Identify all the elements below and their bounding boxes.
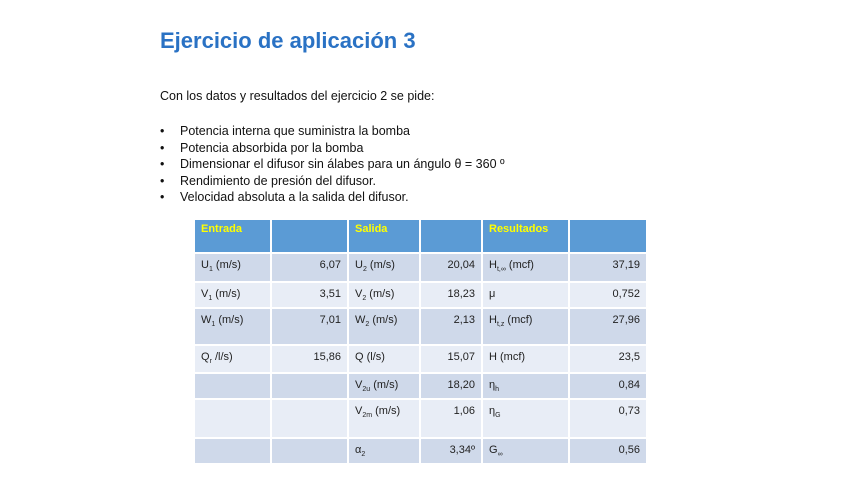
bullet-item: • Potencia interna que suministra la bomba	[160, 123, 505, 140]
param-symbol: Q	[201, 351, 210, 363]
value-cell: 20,04	[421, 254, 481, 281]
value-cell: 15,07	[421, 346, 481, 372]
param-symbol: H	[489, 351, 497, 363]
param-subscript: 2u	[362, 386, 371, 394]
param-symbol: V	[355, 379, 363, 391]
value-cell: 1,06	[421, 400, 481, 437]
value-cell: 0,84	[570, 374, 646, 398]
param-label-cell	[195, 439, 270, 463]
param-label-cell	[483, 400, 568, 437]
value-cell: 2,13	[421, 309, 481, 344]
table-row	[195, 254, 646, 281]
value-cell: 18,20	[421, 374, 481, 398]
param-subscript: 1	[208, 295, 213, 303]
param-label-cell	[195, 283, 270, 307]
param-label-cell	[349, 283, 419, 307]
param-label-cell	[195, 400, 270, 437]
value-cell: 15,86	[272, 346, 347, 372]
param-subscript: 2	[362, 266, 367, 274]
param-symbol: η	[489, 405, 496, 417]
header-cell: Salida	[349, 220, 419, 252]
param-label-cell	[349, 374, 419, 398]
value-cell: 3,51	[272, 283, 347, 307]
param-subscript: t,∞	[496, 266, 506, 274]
param-label-cell	[195, 374, 270, 398]
param-label-cell	[483, 439, 568, 463]
param-symbol: V	[355, 405, 363, 417]
param-unit: (m/s)	[366, 288, 395, 300]
value-cell: 27,96	[570, 309, 646, 344]
param-label-cell	[483, 374, 568, 398]
param-symbol: Q	[355, 351, 364, 363]
param-label-cell	[349, 439, 419, 463]
header-cell	[570, 220, 646, 252]
bullet-item: • Dimensionar el difusor sin álabes para un ángulo θ = 360 º	[160, 156, 505, 173]
bullet-item: • Velocidad absoluta a la salida del difusor.	[160, 189, 505, 206]
param-symbol: U	[355, 259, 363, 271]
param-label-cell	[483, 346, 568, 372]
value-cell: 0,56	[570, 439, 646, 463]
value-cell: 3,34º	[421, 439, 481, 463]
param-unit: (l/s)	[363, 351, 385, 363]
param-subscript: r	[209, 358, 212, 366]
table-row	[195, 400, 646, 437]
header-cell	[272, 220, 347, 252]
param-subscript: 2	[365, 321, 370, 329]
table-row	[195, 346, 646, 372]
param-subscript: 2	[361, 451, 366, 459]
value-cell: 0,73	[570, 400, 646, 437]
param-unit: (m/s)	[215, 314, 244, 326]
param-subscript: 1	[211, 321, 216, 329]
slide-title: Ejercicio de aplicación 3	[160, 28, 416, 53]
param-subscript: 2m	[362, 412, 373, 420]
header-cell: Resultados	[483, 220, 568, 252]
param-label-cell	[349, 400, 419, 437]
param-symbol: W	[201, 314, 212, 326]
param-unit: (m/s)	[370, 379, 399, 391]
value-cell	[272, 400, 347, 437]
param-label-cell	[195, 346, 270, 372]
param-symbol: U	[201, 259, 209, 271]
param-subscript: G	[495, 412, 501, 420]
value-cell: 37,19	[570, 254, 646, 281]
value-cell: 7,01	[272, 309, 347, 344]
value-cell	[272, 439, 347, 463]
table-row	[195, 439, 646, 463]
bullet-list	[160, 123, 505, 206]
value-cell: 0,752	[570, 283, 646, 307]
results-table	[193, 218, 648, 465]
table-row	[195, 283, 646, 307]
param-unit: (mcf)	[504, 314, 533, 326]
param-label-cell	[483, 283, 568, 307]
param-label-cell	[349, 254, 419, 281]
param-label-cell	[483, 309, 568, 344]
param-unit: (m/s)	[212, 288, 241, 300]
param-subscript: h	[495, 386, 500, 394]
param-label-cell	[483, 254, 568, 281]
param-subscript: 1	[208, 266, 213, 274]
param-symbol: W	[355, 314, 366, 326]
header-cell	[421, 220, 481, 252]
param-symbol: α	[355, 444, 362, 456]
value-cell: 6,07	[272, 254, 347, 281]
value-cell: 23,5	[570, 346, 646, 372]
param-symbol: G	[489, 444, 498, 456]
bullet-item: • Potencia absorbida por la bomba	[160, 140, 505, 157]
value-cell: 18,23	[421, 283, 481, 307]
param-label-cell	[195, 309, 270, 344]
table-header-row	[195, 220, 646, 252]
param-label-cell	[349, 346, 419, 372]
param-unit: (mcf)	[505, 259, 534, 271]
param-symbol: V	[201, 288, 209, 300]
param-unit: (m/s)	[372, 405, 401, 417]
param-symbol: η	[489, 379, 496, 391]
param-unit: (m/s)	[369, 314, 398, 326]
param-label-cell	[349, 309, 419, 344]
param-subscript: ∞	[497, 451, 503, 459]
param-symbol: μ	[489, 288, 496, 300]
param-symbol: H	[489, 259, 497, 271]
param-label-cell	[195, 254, 270, 281]
param-subscript: 2	[362, 295, 367, 303]
header-cell: Entrada	[195, 220, 270, 252]
table-row	[195, 374, 646, 398]
value-cell	[272, 374, 347, 398]
param-symbol: V	[355, 288, 363, 300]
param-unit: (mcf)	[496, 351, 526, 363]
param-unit: (m/s)	[366, 259, 395, 271]
table-row	[195, 309, 646, 344]
param-subscript: t,z	[496, 321, 505, 329]
param-unit: /l/s)	[211, 351, 233, 363]
intro-text: Con los datos y resultados del ejercicio 2 se pide:	[160, 89, 435, 103]
bullet-item: • Rendimiento de presión del difusor.	[160, 173, 505, 190]
param-unit: (m/s)	[212, 259, 241, 271]
param-symbol: H	[489, 314, 497, 326]
